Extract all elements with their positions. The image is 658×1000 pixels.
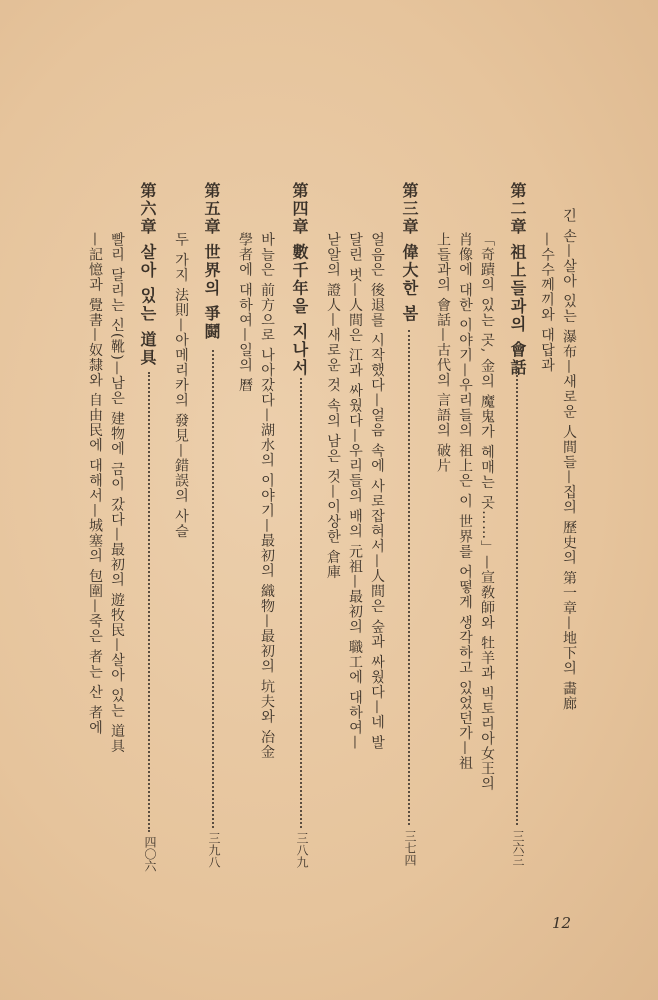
toc-line-3: 「奇蹟의 있는 곳, 金의 魔鬼가 헤매는 곳……」—宣敎師와 牡羊과 빅토리아女王의: [479, 232, 495, 792]
chapter-5-page: 三九八: [207, 832, 221, 868]
toc-line-13: —記憶과 覺書—奴隸와 自由民에 대해서—城塞의 包圍—죽은 者는 산 者에: [87, 232, 103, 736]
toc-line-8: 낟알의 證人—새로운 것 속의 남은 것—이상한 倉庫: [325, 232, 341, 580]
chapter-3-heading: 第三章 偉大한 봄: [400, 182, 419, 324]
toc-line-11: 두 가지 法則—아메리카의 發見—錯誤의 사슬: [173, 232, 189, 539]
toc-line-5: 上들과의 會話—古代의 言語의 破片: [435, 232, 451, 474]
chapter-3-page: 三七四: [403, 830, 417, 866]
toc-line-12: 빨리 달리는 신(靴)—남은 建物에 금이 갔다—最初의 遊牧民—살아 있는 道具: [109, 232, 125, 754]
chapter-4-heading: 第四章 數千年을 지나서: [290, 182, 309, 378]
toc-line-9: 바늘은 前方으로 나아갔다—湖水의 이야기—最初의 織物—最初의 坑夫와 冶金: [259, 232, 275, 760]
chapter-4-page: 三八九: [295, 832, 309, 868]
leader-dots-ch3: [408, 330, 414, 825]
chapter-6-page: 四〇六: [143, 836, 157, 872]
toc-line-2: —수수께끼와 대답과: [539, 232, 555, 373]
toc-line-6: 얼음은 後退를 시작했다—얼음 속에 사로잡혀서—人間은 숲과 싸웠다—네 발: [369, 232, 385, 751]
toc-line-1: 긴 손—살아 있는 瀑布—새로운 人間들—집의 歷史의 第一章—地下의 畵廊: [561, 208, 577, 712]
chapter-6-heading: 第六章 살아 있는 道具: [138, 182, 157, 367]
chapter-2-heading: 第二章 祖上들과의 會話: [508, 182, 527, 378]
toc-line-4: 肖像에 대한 이야기—우리들의 祖上은 이 世界를 어떻게 생각하고 있었던가—祖: [457, 232, 473, 771]
chapter-5-heading: 第五章 世界의 爭鬪: [202, 182, 221, 342]
leader-dots-ch5: [212, 350, 218, 828]
leader-dots-ch2: [516, 360, 522, 825]
toc-line-10: 學者에 대하여—일의 曆: [237, 232, 253, 393]
leader-dots-ch4: [300, 378, 306, 828]
page-number: 12: [552, 914, 572, 932]
leader-dots-ch6: [148, 372, 154, 832]
toc-line-7: 달린 벗—人間은 江과 싸웠다—우리들의 배의 元祖—最初의 職工에 대하여—: [347, 232, 363, 751]
chapter-2-page: 三六三: [511, 830, 525, 866]
